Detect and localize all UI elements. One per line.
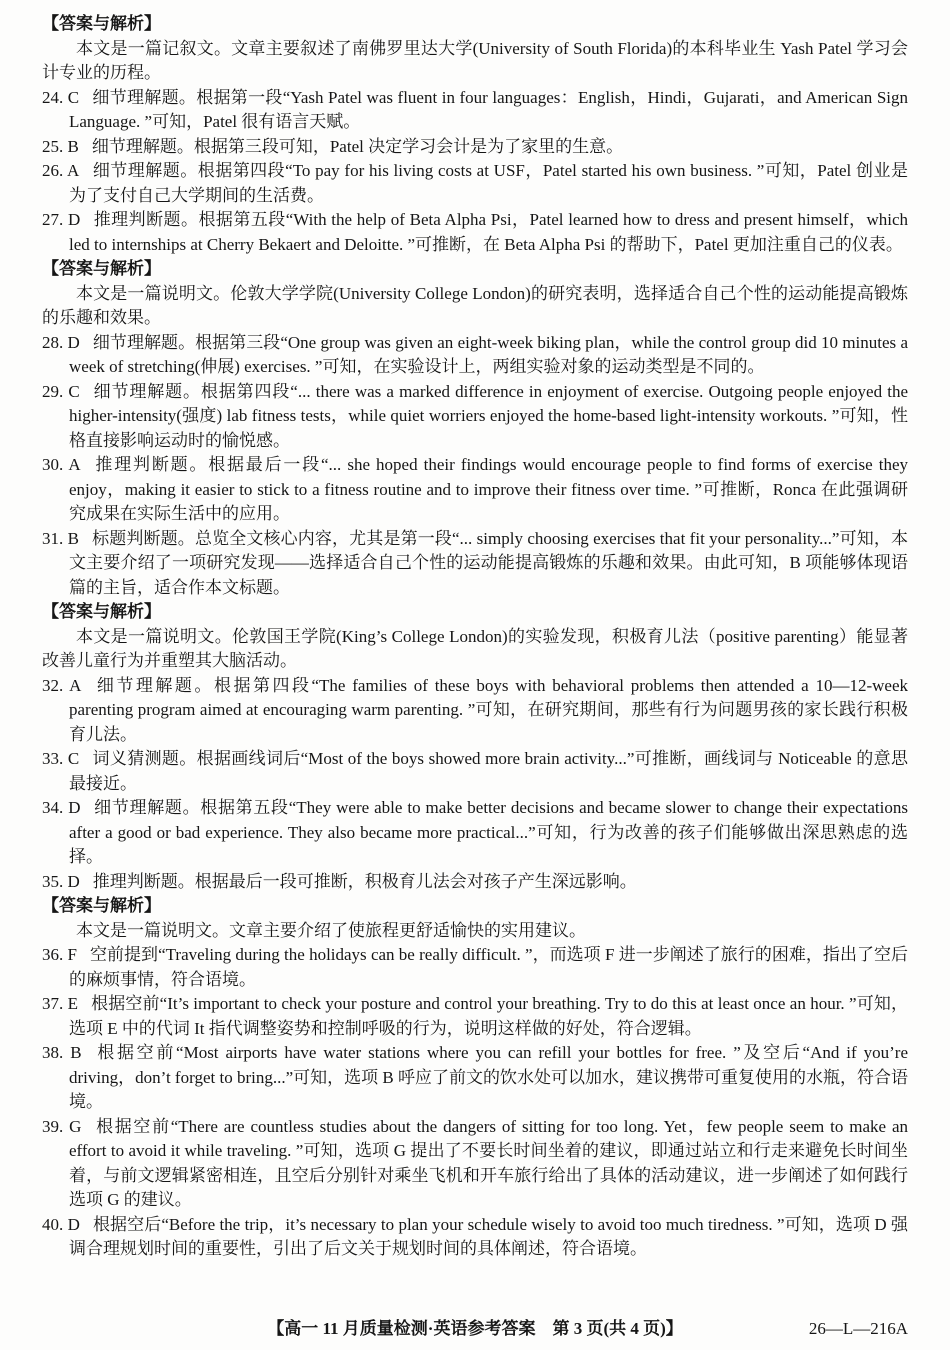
- answer-item-34: [42, 796, 908, 870]
- answer-item-37: [42, 992, 908, 1041]
- page-footer: [42, 1316, 908, 1341]
- answer-item-36: [42, 943, 908, 992]
- answer-item-text: 细节理解题。根据第一段“Yash Patel was fluent in four languages：English，Hindi，Gujarati，and American Sign Language. ”可知，Patel 很有语言天赋。: [69, 87, 908, 131]
- answer-item-label: 36. F: [42, 945, 77, 964]
- section-header: 【答案与解析】: [42, 14, 161, 33]
- answer-item-label: 37. E: [42, 994, 79, 1013]
- answer-item-32: [42, 674, 908, 748]
- answer-item-35: [42, 870, 908, 895]
- section-header: 【答案与解析】: [42, 259, 161, 278]
- answer-item-label: 28. D: [42, 332, 80, 352]
- answer-item-38: [42, 1041, 908, 1115]
- section-travel-tips: [42, 894, 908, 1262]
- answer-item-text: 空前提到“Traveling during the holidays can be really difficult. ”，而选项 F 进一步阐述了旅行的困难，指出了空后的麻烦事情，符合语境。: [69, 945, 908, 989]
- answer-item-text: 词义猜测题。根据画线词后“Most of the boys showed more brain activity...”可推断，画线词与 Noticeable 的意思最接近。: [69, 749, 908, 793]
- answer-item-40: [42, 1213, 908, 1262]
- answer-item-text: 细节理解题。根据第四段“... there was a marked difference in enjoyment of exercise. Outgoing people enjoyed the higher-intensity(强度) lab fitness tests，while quiet worriers enjoyed the home-based light-intensity workouts. ”可知，性格直接影响运动时的愉悦感。: [69, 381, 908, 450]
- answer-item-text: 标题判断题。总览全文核心内容，尤其是第一段“... simply choosing exercises that fit your personality...”可知，本文主要介绍了一项研究发现——选择适合自己个性的运动能提高锻炼的乐趣和效果。由此可知，B 项能够体现语篇的主旨，适合作本文标题。: [69, 528, 909, 597]
- answer-item-24: [42, 86, 908, 135]
- answer-item-39: [42, 1115, 908, 1213]
- answer-item-label: 27. D: [42, 210, 81, 229]
- answer-item-text: 推理判断题。根据最后一段可推断，积极育儿法会对孩子产生深远影响。: [92, 871, 637, 891]
- section-intro: 本文是一篇记叙文。文章主要叙述了南佛罗里达大学(University of South Florida)的本科毕业生 Yash Patel 学习会计专业的历程。: [42, 38, 908, 82]
- answer-item-text: 细节理解题。根据第四段“To pay for his living costs at USF，Patel started his own business. ”可知，Patel 创业是为了支付自己大学期间的生活费。: [69, 161, 908, 205]
- answer-item-label: 33. C: [42, 749, 80, 768]
- section-intro: 本文是一篇说明文。伦敦大学学院(University College London)的研究表明，选择适合自己个性的运动能提高锻炼的乐趣和效果。: [42, 283, 908, 327]
- answer-item-label: 34. D: [42, 798, 81, 817]
- answer-item-label: 40. D: [42, 1214, 80, 1234]
- answer-item-text: 根据空前“It’s important to check your posture and control your breathing. Try to do this at least once an hour. ”可知，选项 E 中的代词 It 指代调整姿势和控制呼吸的行为，说明这样做的好处，符合逻辑。: [69, 994, 908, 1038]
- section-intro: 本文是一篇说明文。伦敦国王学院(King’s College London)的实验发现，积极育儿法（positive parenting）能显著改善儿童行为并重塑其大脑活动。: [42, 626, 908, 670]
- answer-item-label: 31. B: [42, 528, 79, 548]
- answer-item-label: 26. A: [42, 161, 80, 180]
- section-header: 【答案与解析】: [42, 602, 161, 621]
- answer-item-33: [42, 747, 908, 796]
- answer-item-text: 细节理解题。根据第五段“They were able to make better decisions and became slower to change their expectations after a good or bad experience. They also became more practical...”可知，行为改善的孩子们能够做出深思熟虑的选择。: [69, 798, 908, 866]
- answer-item-label: 35. D: [42, 871, 80, 891]
- answer-item-text: 细节理解题。根据第三段“One group was given an eight-week biking plan，while the control group did 10 minutes a week of stretching(伸展) exercises. ”可知，在实验设计上，两组实验对象的运动类型是不同的。: [69, 332, 909, 376]
- answer-item-text: 细节理解题。根据第四段“The families of these boys with behavioral problems then attended a 10—12-week parenting program aimed at encouraging warm parenting. ”可知，在研究期间，那些有行为问题男孩的家长践行积极育儿法。: [69, 675, 908, 744]
- section-parenting-study: [42, 600, 908, 894]
- section-intro: 本文是一篇说明文。文章主要介绍了使旅程更舒适愉快的实用建议。: [76, 920, 586, 940]
- answer-item-29: [42, 380, 908, 454]
- answer-item-text: 推理判断题。根据最后一段“... she hoped their findings would encourage people to find forms of exercise they enjoy，making it easier to stick to a fitness routine and to improve their fitness over time. ”可推断，Ronca 在此强调研究成果在实际生活中的应用。: [69, 455, 908, 523]
- section-narrative-passage: [42, 12, 908, 257]
- answer-item-label: 38. B: [42, 1043, 82, 1062]
- answer-item-label: 30. A: [42, 455, 81, 474]
- answer-item-text: 根据空前“There are countless studies about the dangers of sitting for too long. Yet，few people seem to make an effort to avoid it while traveling. ”可知，选项 G 提出了不要长时间坐着的建议，即通过站立和行走来避免长时间坐着，与前文逻辑紧密相连，且空后分别针对乘坐飞机和开车旅行给出了具体的活动建议，进一步阐述了如何践行选项 G 的建议。: [69, 1116, 908, 1209]
- section-exercise-study: [42, 257, 908, 600]
- footer-paper-code: 26—L—216A: [808, 1319, 908, 1338]
- answer-item-text: 细节理解题。根据第三段可知，Patel 决定学习会计是为了家里的生意。: [91, 136, 624, 156]
- answer-item-text: 根据空前“Most airports have water stations where you can refill your bottles for free. ”及空后“And if you’re driving，don’t forget to bring...”可知，选项 B 呼应了前文的饮水处可以加水，建议携带可重复使用的水瓶，符合语境。: [69, 1043, 908, 1111]
- answer-item-label: 39. G: [42, 1116, 82, 1136]
- answer-item-text: 根据空后“Before the trip，it’s necessary to plan your schedule wisely to avoid too much tiredness. ”可知，选项 D 强调合理规划时间的重要性，引出了后文关于规划时间的具体阐述，符合语境。: [69, 1214, 909, 1258]
- answer-item-text: 推理判断题。根据第五段“With the help of Beta Alpha Psi，Patel learned how to dress and present himself，which led to internships at Cherry Bekaert and Deloitte. ”可推断，在 Beta Alpha Psi 的帮助下，Patel 更加注重自己的仪表。: [69, 210, 909, 254]
- answer-item-25: [42, 135, 908, 160]
- footer-title: 【高一 11 月质量检测·英语参考答案 第 3 页(共 4 页)】: [267, 1319, 683, 1338]
- answer-item-label: 32. A: [42, 675, 82, 695]
- answer-item-27: [42, 208, 908, 257]
- section-header: 【答案与解析】: [42, 896, 161, 915]
- answer-item-label: 29. C: [42, 381, 80, 401]
- answer-item-28: [42, 331, 908, 380]
- answer-item-30: [42, 453, 908, 527]
- answer-item-26: [42, 159, 908, 208]
- answer-item-label: 24. C: [42, 87, 80, 107]
- answer-item-label: 25. B: [42, 136, 79, 156]
- answer-item-31: [42, 527, 908, 601]
